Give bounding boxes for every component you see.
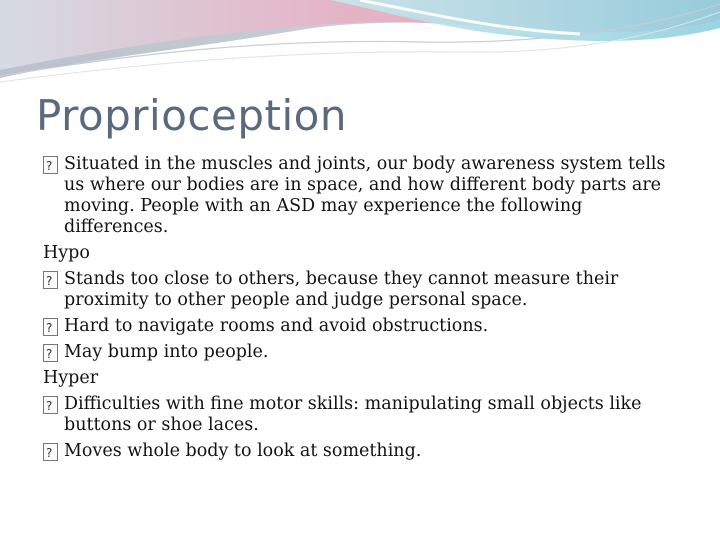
bullet-text: Hard to navigate rooms and avoid obstructions. bbox=[64, 316, 489, 336]
bullet-text: Moves whole body to look at something. bbox=[64, 441, 422, 461]
missing-glyph-box-icon bbox=[43, 318, 58, 336]
missing-glyph-box-icon bbox=[43, 271, 58, 289]
bullet-text: Difficulties with fine motor skills: manipulating small objects like buttons or shoe laces. bbox=[64, 394, 642, 435]
bullet-item bbox=[43, 316, 683, 337]
bullet-item bbox=[43, 441, 683, 462]
bullet-item bbox=[43, 342, 683, 363]
bullet-item bbox=[43, 394, 683, 436]
slide-title: Proprioception bbox=[36, 91, 347, 140]
missing-glyph-box-icon bbox=[43, 156, 58, 174]
bullet-item bbox=[43, 269, 683, 311]
bullet-text: Stands too close to others, because they cannot measure their proximity to other people and judge personal space. bbox=[64, 269, 619, 310]
section-heading-hypo: Hypo bbox=[43, 243, 90, 263]
section-heading-hyper: Hyper bbox=[43, 368, 99, 388]
bullet-item bbox=[43, 154, 683, 238]
bullet-text: Situated in the muscles and joints, our body awareness system tells us where our bodies are in space, and how different body parts are moving. People with an ASD may experience the following differences. bbox=[64, 154, 666, 237]
missing-glyph-box-icon bbox=[43, 443, 58, 461]
slide-body bbox=[43, 154, 683, 467]
header-wave-decoration bbox=[0, 0, 720, 90]
missing-glyph-box-icon bbox=[43, 344, 58, 362]
bullet-text: May bump into people. bbox=[64, 342, 269, 362]
missing-glyph-box-icon bbox=[43, 396, 58, 414]
